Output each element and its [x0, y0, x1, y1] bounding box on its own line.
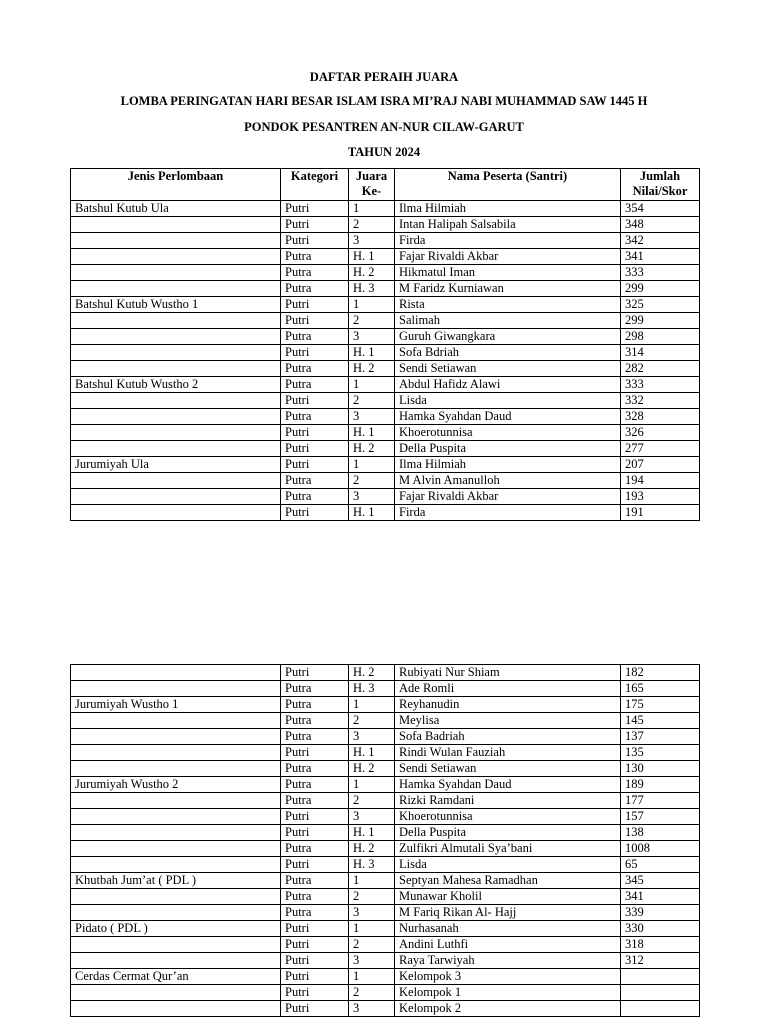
cell-kategori: Putra — [281, 873, 349, 889]
table-row — [71, 249, 700, 265]
year-title: TAHUN 2024 — [347, 145, 421, 159]
cell-juara-ke: 1 — [349, 697, 395, 713]
cell-jumlah-nilai: 325 — [621, 297, 700, 313]
cell-kategori: Putra — [281, 681, 349, 697]
header-kategori: Kategori — [281, 169, 349, 201]
cell-juara-ke: 3 — [349, 329, 395, 345]
table-row — [71, 313, 700, 329]
cell-jumlah-nilai: 137 — [621, 729, 700, 745]
cell-jumlah-nilai: 165 — [621, 681, 700, 697]
table-row — [71, 921, 700, 937]
cell-nama-peserta: Munawar Kholil — [395, 889, 621, 905]
cell-juara-ke: 2 — [349, 985, 395, 1001]
cell-jumlah-nilai: 182 — [621, 665, 700, 681]
cell-juara-ke: 1 — [349, 777, 395, 793]
cell-jenis-perlombaan — [71, 217, 281, 233]
table-row — [71, 713, 700, 729]
cell-juara-ke: 1 — [349, 873, 395, 889]
table-row — [71, 937, 700, 953]
cell-juara-ke: 3 — [349, 809, 395, 825]
cell-juara-ke: 1 — [349, 969, 395, 985]
cell-juara-ke: 3 — [349, 953, 395, 969]
cell-nama-peserta: Kelompok 3 — [395, 969, 621, 985]
cell-kategori: Putri — [281, 297, 349, 313]
cell-jenis-perlombaan — [71, 745, 281, 761]
cell-juara-ke: H. 2 — [349, 265, 395, 281]
header-juara-ke: Juara Ke- — [349, 169, 395, 201]
cell-juara-ke: 2 — [349, 473, 395, 489]
cell-juara-ke: 3 — [349, 489, 395, 505]
table-row — [71, 393, 700, 409]
cell-nama-peserta: Zulfikri Almutali Sya’bani — [395, 841, 621, 857]
cell-jumlah-nilai: 341 — [621, 249, 700, 265]
cell-juara-ke: 3 — [349, 1001, 395, 1017]
cell-jumlah-nilai: 345 — [621, 873, 700, 889]
cell-jumlah-nilai: 138 — [621, 825, 700, 841]
cell-jenis-perlombaan: Jurumiyah Wustho 2 — [71, 777, 281, 793]
header-jumlah-nilai: Jumlah Nilai/Skor — [621, 169, 700, 201]
cell-juara-ke: H. 2 — [349, 841, 395, 857]
cell-jenis-perlombaan — [71, 937, 281, 953]
cell-juara-ke: 2 — [349, 313, 395, 329]
cell-jenis-perlombaan — [71, 361, 281, 377]
table-body — [71, 665, 700, 1017]
cell-jumlah-nilai — [621, 985, 700, 1001]
cell-nama-peserta: M Fariq Rikan Al- Hajj — [395, 905, 621, 921]
cell-nama-peserta: Nurhasanah — [395, 921, 621, 937]
cell-jumlah-nilai: 332 — [621, 393, 700, 409]
cell-nama-peserta: Hamka Syahdan Daud — [395, 409, 621, 425]
table-row — [71, 265, 700, 281]
table-row — [71, 457, 700, 473]
cell-nama-peserta: Sendi Setiawan — [395, 761, 621, 777]
cell-kategori: Putra — [281, 281, 349, 297]
cell-jumlah-nilai: 328 — [621, 409, 700, 425]
cell-kategori: Putra — [281, 905, 349, 921]
cell-kategori: Putri — [281, 425, 349, 441]
cell-kategori: Putra — [281, 713, 349, 729]
cell-kategori: Putri — [281, 217, 349, 233]
cell-jenis-perlombaan: Batshul Kutub Wustho 2 — [71, 377, 281, 393]
cell-kategori: Putri — [281, 825, 349, 841]
table-row — [71, 217, 700, 233]
cell-nama-peserta: Kelompok 2 — [395, 1001, 621, 1017]
cell-jenis-perlombaan: Batshul Kutub Ula — [71, 201, 281, 217]
cell-jumlah-nilai: 330 — [621, 921, 700, 937]
table-row — [71, 361, 700, 377]
table-row — [71, 697, 700, 713]
cell-nama-peserta: Sendi Setiawan — [395, 361, 621, 377]
cell-jenis-perlombaan — [71, 249, 281, 265]
cell-juara-ke: 2 — [349, 713, 395, 729]
cell-jumlah-nilai: 333 — [621, 377, 700, 393]
cell-juara-ke: 3 — [349, 233, 395, 249]
cell-juara-ke: 3 — [349, 409, 395, 425]
cell-jenis-perlombaan — [71, 281, 281, 297]
cell-juara-ke: 3 — [349, 905, 395, 921]
table-row — [71, 505, 700, 521]
cell-kategori: Putri — [281, 201, 349, 217]
table-row — [71, 233, 700, 249]
cell-jumlah-nilai: 299 — [621, 281, 700, 297]
cell-jenis-perlombaan — [71, 329, 281, 345]
cell-juara-ke: H. 2 — [349, 441, 395, 457]
cell-jenis-perlombaan — [71, 393, 281, 409]
cell-juara-ke: H. 1 — [349, 345, 395, 361]
cell-nama-peserta: Ade Romli — [395, 681, 621, 697]
cell-kategori: Putra — [281, 729, 349, 745]
cell-kategori: Putri — [281, 857, 349, 873]
cell-kategori: Putri — [281, 809, 349, 825]
cell-jenis-perlombaan — [71, 985, 281, 1001]
cell-jumlah-nilai: 191 — [621, 505, 700, 521]
cell-jumlah-nilai: 354 — [621, 201, 700, 217]
cell-kategori: Putri — [281, 457, 349, 473]
table-row — [71, 841, 700, 857]
table-row — [71, 409, 700, 425]
cell-jenis-perlombaan — [71, 473, 281, 489]
header-nama-peserta: Nama Peserta (Santri) — [395, 169, 621, 201]
cell-juara-ke: H. 3 — [349, 857, 395, 873]
table-header-row — [71, 169, 700, 201]
cell-juara-ke: 2 — [349, 393, 395, 409]
table-row — [71, 745, 700, 761]
cell-juara-ke: H. 1 — [349, 825, 395, 841]
cell-kategori: Putri — [281, 665, 349, 681]
table-row — [71, 905, 700, 921]
cell-jumlah-nilai — [621, 1001, 700, 1017]
cell-nama-peserta: Hamka Syahdan Daud — [395, 777, 621, 793]
cell-nama-peserta: M Alvin Amanulloh — [395, 473, 621, 489]
cell-jenis-perlombaan — [71, 409, 281, 425]
cell-juara-ke: H. 2 — [349, 361, 395, 377]
cell-jenis-perlombaan — [71, 713, 281, 729]
cell-jenis-perlombaan — [71, 905, 281, 921]
table-row — [71, 873, 700, 889]
cell-nama-peserta: Lisda — [395, 393, 621, 409]
cell-jenis-perlombaan — [71, 825, 281, 841]
table-row — [71, 473, 700, 489]
cell-kategori: Putra — [281, 249, 349, 265]
cell-jumlah-nilai: 339 — [621, 905, 700, 921]
cell-jenis-perlombaan: Pidato ( PDL ) — [71, 921, 281, 937]
cell-kategori: Putra — [281, 409, 349, 425]
table-row — [71, 809, 700, 825]
cell-jumlah-nilai: 326 — [621, 425, 700, 441]
cell-jumlah-nilai: 65 — [621, 857, 700, 873]
cell-jumlah-nilai: 312 — [621, 953, 700, 969]
cell-jumlah-nilai: 342 — [621, 233, 700, 249]
table-row — [71, 329, 700, 345]
cell-kategori: Putra — [281, 329, 349, 345]
cell-jenis-perlombaan: Khutbah Jum’at ( PDL ) — [71, 873, 281, 889]
table-row — [71, 985, 700, 1001]
cell-kategori: Putri — [281, 953, 349, 969]
table-row — [71, 297, 700, 313]
cell-nama-peserta: Della Puspita — [395, 441, 621, 457]
cell-nama-peserta: Fajar Rivaldi Akbar — [395, 489, 621, 505]
cell-juara-ke: 1 — [349, 457, 395, 473]
cell-jenis-perlombaan — [71, 761, 281, 777]
cell-jenis-perlombaan — [71, 505, 281, 521]
table-row — [71, 489, 700, 505]
table-row — [71, 201, 700, 217]
cell-nama-peserta: Rizki Ramdani — [395, 793, 621, 809]
cell-nama-peserta: Septyan Mahesa Ramadhan — [395, 873, 621, 889]
cell-jumlah-nilai: 341 — [621, 889, 700, 905]
cell-jumlah-nilai: 277 — [621, 441, 700, 457]
cell-nama-peserta: Andini Luthfi — [395, 937, 621, 953]
cell-jenis-perlombaan — [71, 665, 281, 681]
cell-juara-ke: 2 — [349, 889, 395, 905]
cell-jenis-perlombaan — [71, 265, 281, 281]
cell-juara-ke: 2 — [349, 793, 395, 809]
cell-jumlah-nilai: 299 — [621, 313, 700, 329]
cell-kategori: Putra — [281, 697, 349, 713]
cell-nama-peserta: Ilma Hilmiah — [395, 201, 621, 217]
table-body — [71, 201, 700, 521]
cell-kategori: Putri — [281, 745, 349, 761]
cell-nama-peserta: Khoerotunnisa — [395, 425, 621, 441]
table-row — [71, 281, 700, 297]
cell-nama-peserta: Meylisa — [395, 713, 621, 729]
cell-kategori: Putri — [281, 233, 349, 249]
cell-jenis-perlombaan — [71, 313, 281, 329]
cell-jumlah-nilai: 145 — [621, 713, 700, 729]
table-row — [71, 1001, 700, 1017]
cell-jenis-perlombaan — [71, 857, 281, 873]
winners-table-page-1 — [70, 168, 700, 521]
table-row — [71, 681, 700, 697]
cell-jenis-perlombaan — [71, 809, 281, 825]
cell-juara-ke: 2 — [349, 937, 395, 953]
cell-jumlah-nilai: 177 — [621, 793, 700, 809]
cell-jenis-perlombaan — [71, 1001, 281, 1017]
cell-kategori: Putri — [281, 441, 349, 457]
cell-jenis-perlombaan — [71, 729, 281, 745]
table-row — [71, 825, 700, 841]
cell-jenis-perlombaan: Batshul Kutub Wustho 1 — [71, 297, 281, 313]
table-row — [71, 345, 700, 361]
table-row — [71, 665, 700, 681]
cell-jumlah-nilai: 189 — [621, 777, 700, 793]
cell-juara-ke: 1 — [349, 921, 395, 937]
cell-jumlah-nilai: 130 — [621, 761, 700, 777]
document-title: DAFTAR PERAIH JUARA — [309, 70, 459, 84]
cell-jumlah-nilai: 318 — [621, 937, 700, 953]
cell-kategori: Putri — [281, 1001, 349, 1017]
cell-jenis-perlombaan — [71, 841, 281, 857]
cell-juara-ke: 3 — [349, 729, 395, 745]
cell-nama-peserta: Kelompok 1 — [395, 985, 621, 1001]
cell-nama-peserta: M Faridz Kurniawan — [395, 281, 621, 297]
cell-nama-peserta: Ilma Hilmiah — [395, 457, 621, 473]
cell-nama-peserta: Hikmatul Iman — [395, 265, 621, 281]
cell-juara-ke: H. 1 — [349, 249, 395, 265]
cell-jumlah-nilai: 193 — [621, 489, 700, 505]
table-row — [71, 729, 700, 745]
winners-table-page-2 — [70, 664, 700, 1017]
cell-nama-peserta: Guruh Giwangkara — [395, 329, 621, 345]
cell-jumlah-nilai: 157 — [621, 809, 700, 825]
cell-nama-peserta: Fajar Rivaldi Akbar — [395, 249, 621, 265]
cell-kategori: Putri — [281, 985, 349, 1001]
table-row — [71, 761, 700, 777]
cell-jenis-perlombaan — [71, 489, 281, 505]
cell-juara-ke: 1 — [349, 201, 395, 217]
cell-jenis-perlombaan — [71, 953, 281, 969]
cell-kategori: Putra — [281, 473, 349, 489]
cell-kategori: Putri — [281, 345, 349, 361]
cell-kategori: Putri — [281, 969, 349, 985]
table-row — [71, 793, 700, 809]
cell-juara-ke: 1 — [349, 377, 395, 393]
cell-jenis-perlombaan: Cerdas Cermat Qur’an — [71, 969, 281, 985]
cell-kategori: Putri — [281, 393, 349, 409]
cell-nama-peserta: Della Puspita — [395, 825, 621, 841]
cell-jumlah-nilai: 282 — [621, 361, 700, 377]
cell-kategori: Putri — [281, 505, 349, 521]
table-row — [71, 377, 700, 393]
event-title: LOMBA PERINGATAN HARI BESAR ISLAM ISRA MI’RAJ NABI MUHAMMAD SAW 1445 H — [120, 94, 648, 108]
cell-nama-peserta: Khoerotunnisa — [395, 809, 621, 825]
cell-nama-peserta: Reyhanudin — [395, 697, 621, 713]
cell-juara-ke: 2 — [349, 217, 395, 233]
cell-kategori: Putra — [281, 377, 349, 393]
table-row — [71, 953, 700, 969]
cell-kategori: Putri — [281, 313, 349, 329]
cell-juara-ke: H. 2 — [349, 665, 395, 681]
cell-jenis-perlombaan — [71, 441, 281, 457]
cell-jenis-perlombaan: Jurumiyah Ula — [71, 457, 281, 473]
cell-kategori: Putri — [281, 937, 349, 953]
cell-nama-peserta: Intan Halipah Salsabila — [395, 217, 621, 233]
cell-kategori: Putra — [281, 777, 349, 793]
cell-jumlah-nilai: 348 — [621, 217, 700, 233]
cell-nama-peserta: Firda — [395, 505, 621, 521]
table-row — [71, 857, 700, 873]
cell-jenis-perlombaan — [71, 345, 281, 361]
cell-jenis-perlombaan — [71, 681, 281, 697]
table-row — [71, 425, 700, 441]
cell-jumlah-nilai: 314 — [621, 345, 700, 361]
table-row — [71, 889, 700, 905]
cell-kategori: Putra — [281, 793, 349, 809]
cell-jumlah-nilai: 1008 — [621, 841, 700, 857]
cell-kategori: Putra — [281, 265, 349, 281]
cell-nama-peserta: Sofa Badriah — [395, 729, 621, 745]
cell-jumlah-nilai: 298 — [621, 329, 700, 345]
cell-jumlah-nilai: 194 — [621, 473, 700, 489]
cell-nama-peserta: Abdul Hafidz Alawi — [395, 377, 621, 393]
cell-nama-peserta: Rubiyati Nur Shiam — [395, 665, 621, 681]
table-row — [71, 441, 700, 457]
cell-jenis-perlombaan — [71, 889, 281, 905]
cell-nama-peserta: Sofa Bdriah — [395, 345, 621, 361]
cell-kategori: Putri — [281, 921, 349, 937]
cell-nama-peserta: Rista — [395, 297, 621, 313]
cell-nama-peserta: Firda — [395, 233, 621, 249]
cell-jumlah-nilai — [621, 969, 700, 985]
cell-kategori: Putra — [281, 889, 349, 905]
header-jenis-perlombaan: Jenis Perlombaan — [71, 169, 281, 201]
cell-nama-peserta: Salimah — [395, 313, 621, 329]
cell-jenis-perlombaan — [71, 425, 281, 441]
institution-title: PONDOK PESANTREN AN-NUR CILAW-GARUT — [244, 120, 524, 134]
cell-jenis-perlombaan — [71, 233, 281, 249]
cell-jenis-perlombaan: Jurumiyah Wustho 1 — [71, 697, 281, 713]
table-row — [71, 969, 700, 985]
cell-juara-ke: H. 1 — [349, 505, 395, 521]
cell-kategori: Putra — [281, 489, 349, 505]
cell-juara-ke: H. 1 — [349, 425, 395, 441]
cell-jumlah-nilai: 135 — [621, 745, 700, 761]
cell-nama-peserta: Raya Tarwiyah — [395, 953, 621, 969]
cell-kategori: Putra — [281, 761, 349, 777]
cell-jumlah-nilai: 175 — [621, 697, 700, 713]
cell-juara-ke: H. 3 — [349, 281, 395, 297]
cell-kategori: Putra — [281, 841, 349, 857]
cell-juara-ke: H. 1 — [349, 745, 395, 761]
cell-jumlah-nilai: 207 — [621, 457, 700, 473]
cell-juara-ke: 1 — [349, 297, 395, 313]
cell-jumlah-nilai: 333 — [621, 265, 700, 281]
cell-nama-peserta: Rindi Wulan Fauziah — [395, 745, 621, 761]
cell-juara-ke: H. 2 — [349, 761, 395, 777]
cell-kategori: Putra — [281, 361, 349, 377]
table-row — [71, 777, 700, 793]
cell-nama-peserta: Lisda — [395, 857, 621, 873]
cell-jenis-perlombaan — [71, 793, 281, 809]
cell-juara-ke: H. 3 — [349, 681, 395, 697]
